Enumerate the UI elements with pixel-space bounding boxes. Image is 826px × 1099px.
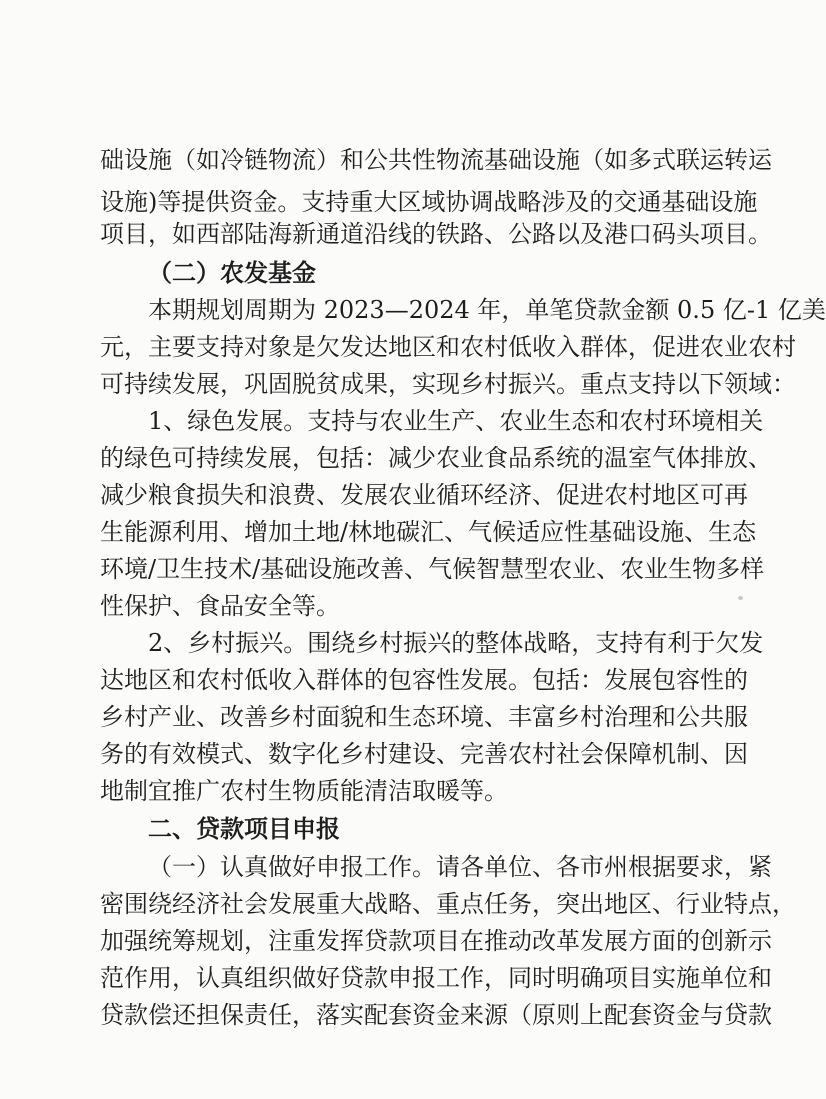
body-text-line: 环境/卫生技术/基础设施改善、气候智慧型农业、农业生物多样 — [100, 555, 765, 583]
body-text-line: 可持续发展，巩固脱贫成果，实现乡村振兴。重点支持以下领域： — [100, 370, 796, 398]
body-text-line: 本期规划周期为 2023—2024 年，单笔贷款金额 0.5 亿-1 亿美 — [148, 296, 826, 324]
body-text-line: 务的有效模式、数字化乡村建设、完善农村社会保障机制、因 — [100, 740, 748, 768]
section-heading: 二、贷款项目申报 — [148, 815, 340, 843]
body-text-line: 1、绿色发展。支持与农业生产、农业生态和农村环境相关 — [148, 407, 764, 435]
body-text-line: 地制宜推广农村生物质能清洁取暖等。 — [100, 777, 508, 805]
body-text-line: 生能源利用、增加土地/林地碳汇、气候适应性基础设施、生态 — [100, 518, 757, 546]
section-heading: （二）农发基金 — [148, 259, 316, 287]
body-text-line: 减少粮食损失和浪费、发展农业循环经济、促进农村地区可再 — [100, 481, 748, 509]
body-text-line: 设施)等提供资金。支持重大区域协调战略涉及的交通基础设施 — [100, 188, 758, 216]
body-text-line: 范作用，认真组织做好贷款申报工作，同时明确项目实施单位和 — [100, 964, 772, 992]
body-text-line: 乡村产业、改善乡村面貌和生态环境、丰富乡村治理和公共服 — [100, 703, 748, 731]
body-text-line: 达地区和农村低收入群体的包容性发展。包括：发展包容性的 — [100, 666, 748, 694]
body-text-line: 密围绕经济社会发展重大战略、重点任务，突出地区、行业特点， — [100, 890, 796, 918]
body-text-line: 的绿色可持续发展，包括：减少农业食品系统的温室气体排放、 — [100, 444, 772, 472]
body-text-line: 性保护、食品安全等。 — [100, 592, 340, 620]
body-text-line: （一）认真做好申报工作。请各单位、各市州根据要求，紧 — [148, 853, 772, 881]
body-text-line: 2、乡村振兴。围绕乡村振兴的整体战略，支持有利于欠发 — [148, 629, 764, 657]
body-text-line: 贷款偿还担保责任，落实配套资金来源（原则上配套资金与贷款 — [100, 1001, 772, 1029]
body-text-line: 加强统筹规划，注重发挥贷款项目在推动改革发展方面的创新示 — [100, 927, 772, 955]
body-text-line: 础设施（如冷链物流）和公共性物流基础设施（如多式联运转运 — [100, 146, 772, 174]
body-text-line: 元，主要支持对象是欠发达地区和农村低收入群体，促进农业农村 — [100, 333, 796, 361]
body-text-line: 项目，如西部陆海新通道沿线的铁路、公路以及港口码头项目。 — [100, 220, 772, 248]
scan-speck — [738, 596, 743, 600]
